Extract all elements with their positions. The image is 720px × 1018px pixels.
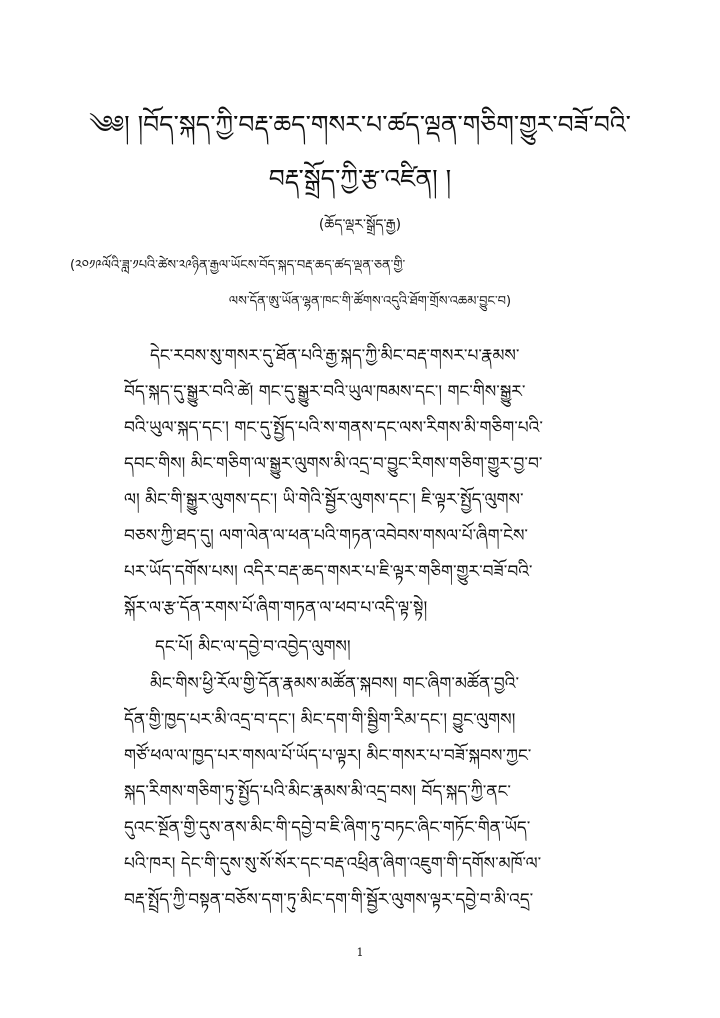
paragraph1-line: བོད་སྐད་དུ་སྒྱུར་བའི་ཚེ། གང་དུ་སྒྱུར་བའི་ཡུལ་ཁམས་དང་། གང་གིས་སྒྱུར་ (124, 382, 526, 402)
paragraph1-line: དབང་གིས། མིང་གཅིག་ལ་སྒྱུར་ལུགས་མི་འདྲ་བ་བྱུང་རིགས་གཅིག་གྱུར་བྱ་བ་ (124, 454, 543, 474)
note-line-1: (༢༠༡༩ལོའི་ཟླ་༡པའི་ཚེས་༢༩ཉིན་རྒྱལ་ཡོངས་བོད་སྐད་བརྡ་ཆད་ཚད་ལྡན་ཅན་གྱི་ (70, 258, 406, 273)
paragraph2-line: དུའང་སྔོན་གྱི་དུས་ནས་མིང་གི་དབྱེ་བ་ཇི་ཞིག་ཏུ་བཏང་ཞིང་གཏོང་གིན་ཡོད་ (124, 818, 531, 838)
paragraph2-line: སྐད་རིགས་གཅིག་ཏུ་སྤྱོད་པའི་མིང་རྣམས་མི་འདྲ་བས། བོད་སྐད་ཀྱི་ནང་ (124, 782, 512, 802)
paragraph1-line: སྐོར་ལ་རྩ་དོན་རགས་པོ་ཞིག་གཏན་ལ་ཕབ་པ་འདི་ལྟ་སྟེ། (124, 598, 428, 618)
note-line-2: ལས་དོན་ཨུ་ཡོན་ལྷན་ཁང་གི་ཚོགས་འདུའི་ཐོག་གྲོས་འཆམ་བྱུང་བ) (228, 294, 512, 309)
title-line-1: ༄༅། །བོད་སྐད་ཀྱི་བརྡ་ཆད་གསར་པ་ཚད་ལྡན་གཅིག་གྱུར་བཟོ་བའི་ (89, 110, 631, 139)
paragraph1-line: བའི་ཡུལ་སྐད་དང་། གང་དུ་སྤྱོད་པའི་ས་གནས་དང་ལས་རིགས་མི་གཅིག་པའི་ (124, 418, 543, 438)
paragraph2-line: མིང་གིས་ཕྱི་རོལ་གྱི་དོན་རྣམས་མཚོན་སྐབས། གང་ཞིག་མཚོན་བྱའི་ (150, 674, 520, 694)
paragraph2-line: དོན་གྱི་ཁྱད་པར་མི་འདྲ་བ་དང་། མིང་དག་གི་སྦྱིག་རིམ་དང་། བྱུང་ལུགས། (124, 710, 516, 730)
section-heading: དང་པོ། མིང་ལ་དབྱེ་བ་འབྱེད་ལུགས། (155, 637, 351, 657)
paragraph1-line: ལ། མིང་གི་སྒྱུར་ལུགས་དང་། ཡི་གེའི་སྦྱོར་ལུགས་དང་། ཇི་ལྟར་སྤྱོད་ལུགས་ (124, 490, 524, 510)
page-number: 1 (356, 946, 364, 959)
paragraph1-line: བཅས་ཀྱི་ཐད་དུ། ལག་ལེན་ལ་ཕན་པའི་གཏན་འབེབས་གསལ་པོ་ཞིག་ངེས་ (124, 526, 528, 546)
paragraph2-line: པའི་ཁར། དེང་གི་དུས་སུ་སོ་སོར་དང་བརྡ་འཕྲིན་ཞིག་འཇུག་གི་དགོས་མཁོ་ལ་ (124, 854, 542, 874)
paragraph2-line: བརྡ་སྤྲོད་ཀྱི་བསྟན་བཅོས་དག་ཏུ་མིང་དག་གི་སྦྱོར་ལུགས་ལྟར་དབྱེ་བ་མི་འདྲ་ (124, 890, 534, 910)
paragraph1-line: དེང་རབས་སུ་གསར་དུ་ཐོན་པའི་རྒྱ་སྐད་ཀྱི་མིང་བརྡ་གསར་པ་རྣམས་ (150, 346, 520, 366)
subtitle: (ཆོད་ལྡར་སྒྲོད་རྒྱ) (318, 217, 402, 233)
title-line-2: བརྡ་སྒྲོད་ཀྱི་རྩ་འཛིན། ། (268, 164, 452, 193)
paragraph1-line: པར་ཡོད་དགོས་པས། འདིར་བརྡ་ཆད་གསར་པ་ཇི་ལྟར་གཅིག་གྱུར་བཟོ་བའི་ (124, 562, 533, 582)
paragraph2-line: གཙོ་ཕལ་ལ་ཁྱད་པར་གསལ་པོ་ཡོད་པ་ལྟར། མིང་གསར་པ་བཟོ་སྐབས་ཀྱང་ (124, 746, 532, 766)
